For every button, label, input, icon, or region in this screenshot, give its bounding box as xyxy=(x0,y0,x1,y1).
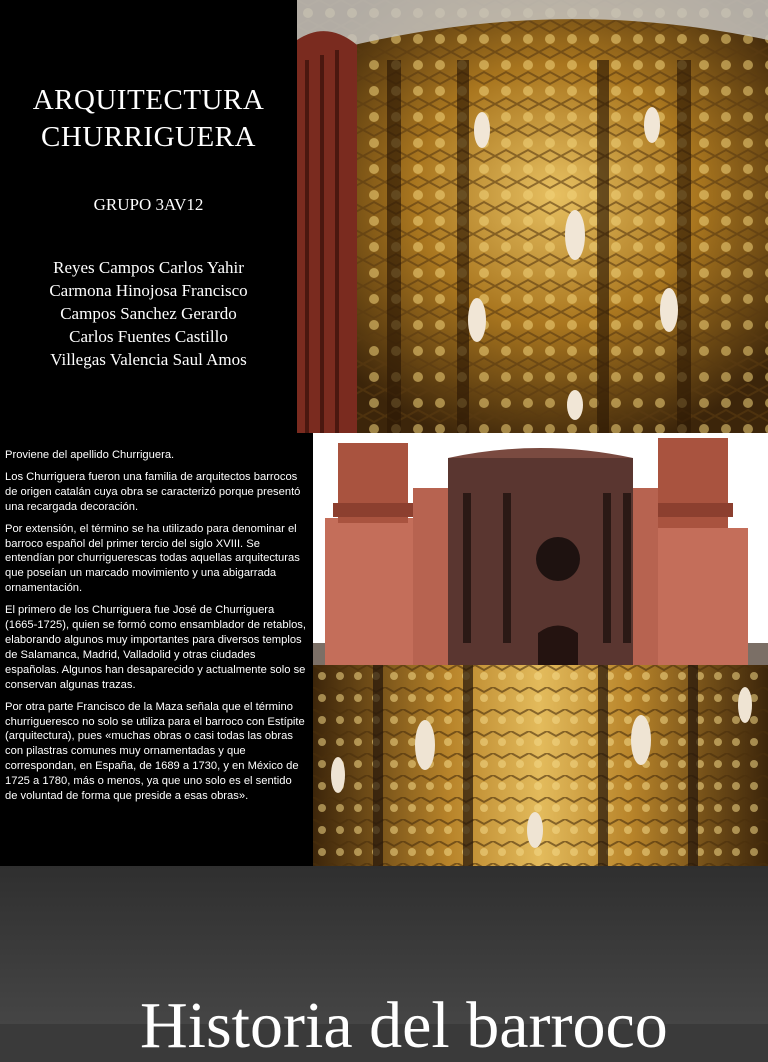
title-panel xyxy=(0,0,297,433)
altarpiece-photo xyxy=(297,0,768,433)
author-name: Campos Sanchez Gerardo xyxy=(60,304,237,323)
author-list xyxy=(0,256,297,371)
history-slide-title: Historia del barroco xyxy=(140,989,668,1062)
author-name: Reyes Campos Carlos Yahir xyxy=(53,258,244,277)
paragraph: Por otra parte Francisco de la Maza señala que el término churrigueresco no solo se utiliza para el barroco con Estípite (arquitectura), pues «muchas obras o casi todas las obras con pilastras comunes muy ornamentadas y que correspondan, en España, de 1689 a 1730, y en México de 1725 a 1780, más o menos, ya que uno solo es el sentido de voluntad de forma que preside a esas obras». xyxy=(5,700,305,803)
title-line-2: CHURRIGUERA xyxy=(41,121,256,153)
altarpiece-interior-photo xyxy=(313,665,768,866)
author-name: Carmona Hinojosa Francisco xyxy=(49,281,248,300)
presentation-title xyxy=(0,82,297,156)
paragraph: El primero de los Churriguera fue José de Churriguera (1665-1725), quien se formó como ensamblador de retablos, elaborando algunos muy importantes para diversos templos de Salamanca, Madrid, Valladolid y otras ciudades españolas. Algunos han desaparecido y actualmente solo se conservan algunas trazas. xyxy=(5,604,306,691)
group-label: GRUPO 3AV12 xyxy=(93,195,204,214)
description-text xyxy=(5,448,307,811)
title-slide xyxy=(0,0,768,433)
paragraph: Por extensión, el término se ha utilizado para denominar el barroco español del primer tercio del siglo XVIII. Se entendían por churriguerescas todas aquellas arquitecturas que poseían un marcado movimiento y una abigarrada ornamentación. xyxy=(5,522,300,595)
paragraph: Proviene del apellido Churriguera. xyxy=(5,449,175,461)
history-slide xyxy=(0,866,768,1062)
description-slide xyxy=(0,433,768,866)
church-facade-photo xyxy=(313,433,768,665)
author-name: Carlos Fuentes Castillo xyxy=(69,327,228,346)
author-name: Villegas Valencia Saul Amos xyxy=(50,350,247,369)
title-line-1: ARQUITECTURA xyxy=(32,84,265,116)
paragraph: Los Churriguera fueron una familia de arquitectos barrocos de origen catalán cuya obra se caracterizó porque presentó una recargada decoración. xyxy=(5,470,301,513)
